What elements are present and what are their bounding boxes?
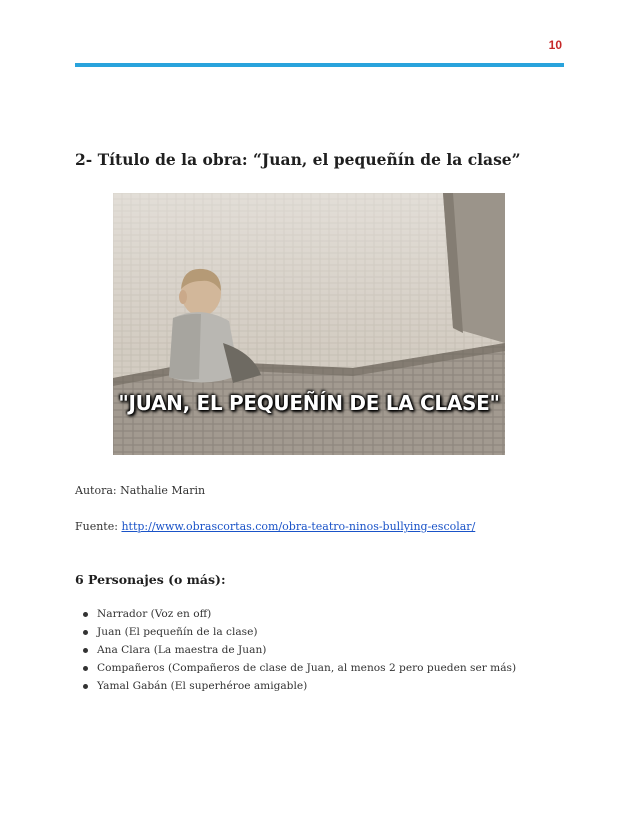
list-item-text: Juan (El pequeñín de la clase) — [97, 626, 258, 638]
bullet-icon — [83, 612, 88, 617]
author-line: Autora: Nathalie Marin — [75, 484, 206, 497]
list-item — [75, 659, 516, 677]
list-item — [75, 641, 516, 659]
source-label: Fuente: — [75, 520, 122, 533]
bullet-icon — [83, 630, 88, 635]
list-item — [75, 605, 516, 623]
characters-list — [75, 605, 516, 695]
header-rule — [75, 63, 564, 67]
list-item-text: Ana Clara (La maestra de Juan) — [97, 644, 267, 656]
cover-photo — [113, 193, 505, 455]
list-item-text: Yamal Gabán (El superhéroe amigable) — [97, 680, 308, 692]
list-item-text: Compañeros (Compañeros de clase de Juan, al menos 2 pero pueden ser más) — [97, 662, 517, 674]
bullet-icon — [83, 684, 88, 689]
list-item — [75, 677, 516, 695]
source-link[interactable]: http://www.obrascortas.com/obra-teatro-ninos-bullying-escolar/ — [121, 520, 476, 533]
bullet-icon — [83, 666, 88, 671]
source-line — [75, 520, 475, 533]
page-title: 2- Título de la obra: “Juan, el pequeñín de la clase” — [75, 150, 521, 169]
image-caption: "JUAN, EL PEQUEÑÍN DE LA CLASE" — [118, 391, 500, 415]
list-item — [75, 623, 516, 641]
list-item-text: Narrador (Voz en off) — [97, 608, 212, 620]
page-number: 10 — [548, 38, 562, 52]
bullet-icon — [83, 648, 88, 653]
characters-heading: 6 Personajes (o más): — [75, 572, 226, 587]
